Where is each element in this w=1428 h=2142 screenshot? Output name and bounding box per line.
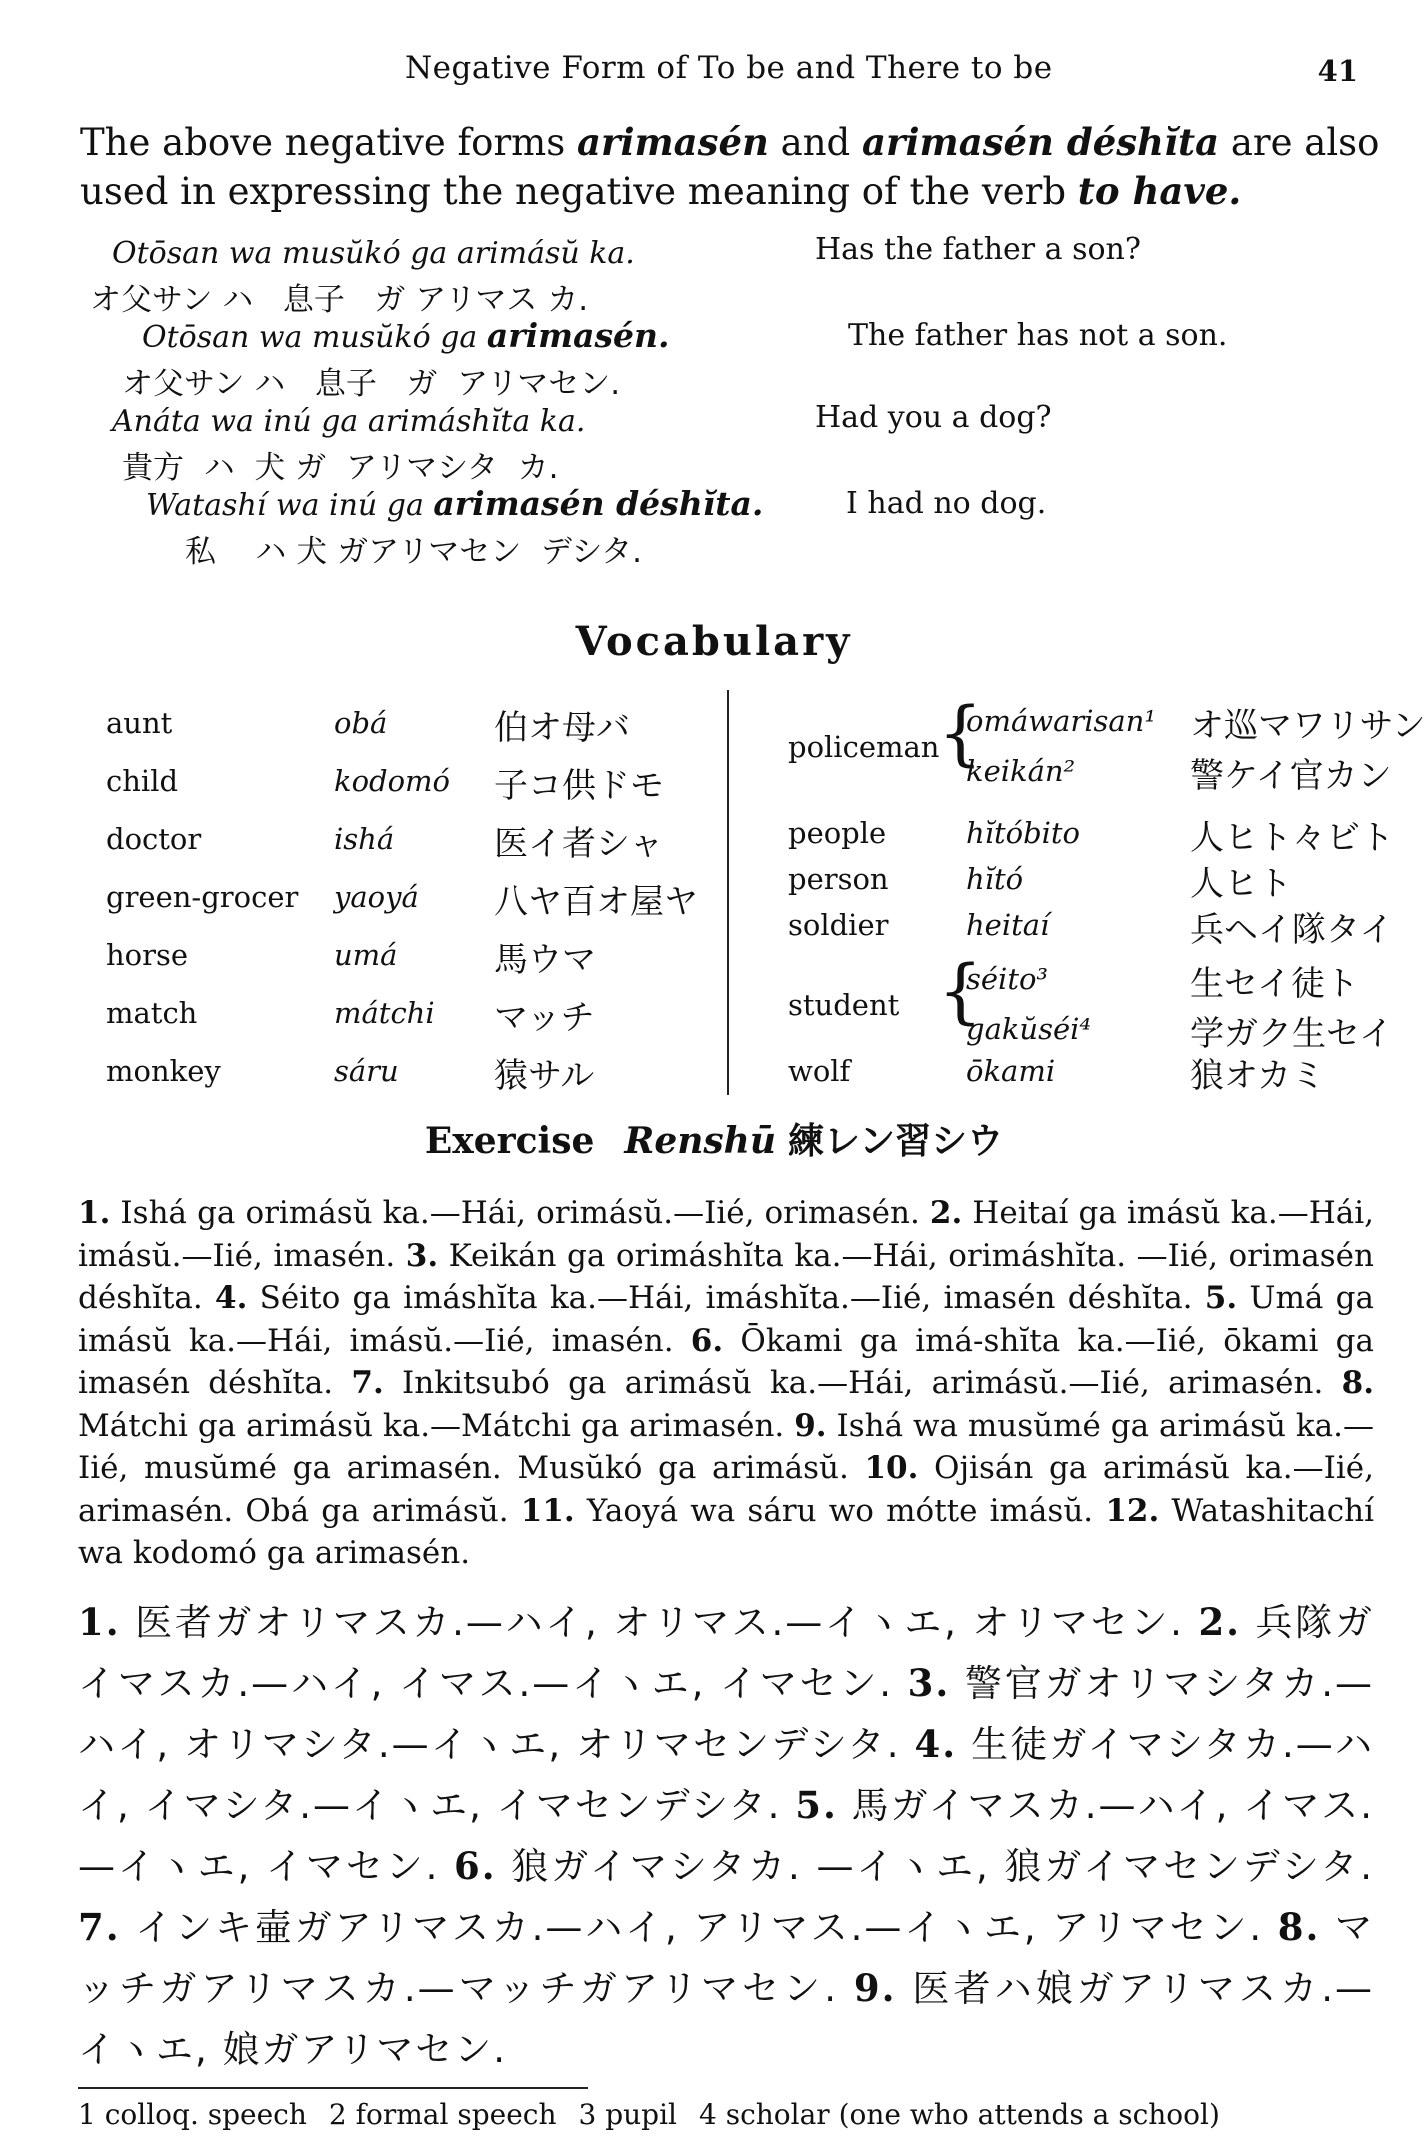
item-number: 5.	[1204, 1280, 1238, 1316]
item-number: 7.	[78, 1905, 121, 1949]
vocab-english: policeman	[788, 730, 940, 764]
vocab-kanji: 生セイ徒ト	[1190, 964, 1359, 1004]
column-divider	[727, 690, 729, 1095]
vocab-row	[106, 822, 706, 874]
romaji-bold: arimasén déshĭta.	[433, 484, 764, 523]
page-number: 41	[1317, 54, 1358, 88]
vocab-english: match	[106, 996, 198, 1030]
example-romaji	[142, 316, 670, 355]
item-number: 6.	[454, 1844, 497, 1888]
exercise-item: Keikán ga orimáshĭta ka.—Hái, orimáshĭta. —Iié, orimasén déshĭta.	[78, 1237, 1374, 1316]
japanese-item: 医者ガオリマスカ.—ハイ, オリマス.—イヽエ, オリマセン.	[120, 1601, 1199, 1644]
example-japanese: 貴方 ハ 犬 ガ アリマシタ カ.	[122, 450, 559, 486]
romaji-text: Anáta wa inú ga arimáshĭta ka.	[112, 404, 586, 439]
vocab-row	[106, 938, 706, 990]
exercise-kanji-title: 練レン習シウ	[788, 1121, 1004, 1162]
vocab-romaji: sáru	[334, 1054, 399, 1088]
vocab-romaji: omáwarisan¹	[966, 704, 1156, 738]
vocab-romaji: heitaí	[966, 908, 1050, 942]
intro-text: The above negative forms	[80, 121, 577, 164]
vocab-row	[788, 950, 1408, 1054]
japanese-item: インキ壷ガアリマスカ.—ハイ, アリマス.—イヽエ, アリマセン.	[120, 1906, 1278, 1949]
footnote-rule	[78, 2087, 588, 2089]
romaji-text: Otōsan wa musŭkó ga arimásŭ ka.	[112, 236, 635, 271]
exercise-item: Inkitsubó ga arimásŭ ka.—Hái, arimásŭ.—Iié, arimasén.	[383, 1365, 1342, 1401]
intro-emphasis: arimasén	[576, 120, 769, 164]
exercise-item: Ojisán ga arimásŭ ka.—Iié, arimasén. Obá ga arimásŭ.	[78, 1450, 1374, 1529]
exercise-item: Yaoyá wa sáru wo mótte imásŭ.	[574, 1492, 1106, 1529]
exercise-item: Ishá wa musŭmé ga arimásŭ ka.—Iié, musŭmé ga arimasén. Musŭkó ga arimásŭ.	[78, 1407, 1374, 1486]
vocab-english: soldier	[788, 908, 889, 942]
vocab-row	[106, 764, 706, 816]
vocab-kanji: 猿サル	[494, 1056, 595, 1096]
romaji-text: Watashí wa inú ga	[146, 488, 434, 523]
example-japanese: オ父サン ハ 息子 ガ アリマセン.	[122, 366, 621, 402]
item-number: 4.	[215, 1280, 248, 1316]
vocab-kanji: 兵ヘイ隊タイ	[1190, 910, 1394, 950]
exercise-title	[0, 1113, 1428, 1164]
item-number: 2.	[1198, 1600, 1242, 1644]
item-number: 10.	[864, 1450, 919, 1486]
vocab-romaji: gakŭséi⁴	[966, 1012, 1092, 1046]
vocab-english: monkey	[106, 1054, 221, 1088]
footnote: 2 formal speech	[328, 2098, 557, 2131]
vocab-english: person	[788, 862, 889, 896]
vocab-row	[788, 816, 1408, 868]
example-item	[0, 232, 1428, 316]
vocab-kanji: 学ガク生セイ	[1190, 1014, 1393, 1054]
exercise-heading: Exercise	[424, 1120, 595, 1162]
exercise-japanese-text	[78, 1592, 1374, 2080]
vocab-romaji: umá	[334, 938, 398, 972]
example-english: I had no dog.	[846, 486, 1047, 521]
item-number: 5.	[795, 1783, 838, 1827]
vocab-kanji: 人ヒト	[1190, 864, 1292, 904]
example-english: The father has not a son.	[848, 318, 1228, 353]
item-number: 3.	[405, 1237, 439, 1274]
example-english: Had you a dog?	[815, 400, 1052, 435]
vocab-row	[106, 996, 706, 1048]
vocab-english: green-grocer	[106, 880, 299, 914]
intro-emphasis: arimasén déshĭta	[862, 120, 1220, 164]
japanese-item: 生徒ガイマシタカ.—ハイ, イマシタ.—イヽエ, イマセンデシタ.	[78, 1723, 1374, 1827]
exercise-romaji-title: Renshū	[624, 1120, 777, 1162]
vocab-kanji: 警ケイ官カン	[1190, 756, 1392, 796]
vocab-english: wolf	[788, 1054, 851, 1088]
vocab-romaji: séito³	[966, 962, 1049, 996]
exercise-item: Ishá ga orimásŭ ka.—Hái, orimásŭ.—Iié, orimasén.	[110, 1195, 930, 1231]
example-japanese: 私 ハ 犬 ガアリマセン デシタ.	[185, 534, 642, 570]
vocab-kanji: マッチ	[494, 998, 595, 1038]
item-number: 1.	[78, 1600, 121, 1644]
example-japanese: オ父サン ハ 息子 ガ アリマス カ.	[90, 282, 589, 318]
vocab-english: aunt	[106, 706, 173, 740]
footnote: 3 pupil	[578, 2098, 677, 2131]
japanese-item: 警官ガオリマシタカ.—ハイ, オリマシタ.—イヽエ, オリマセンデシタ.	[78, 1662, 1374, 1766]
item-number: 12.	[1105, 1492, 1160, 1529]
intro-text: are also used in expressing the negative meaning of the verb	[80, 121, 1380, 213]
item-number: 4.	[914, 1722, 958, 1766]
brace: {	[938, 950, 983, 1032]
vocabulary-title: Vocabulary	[575, 618, 853, 665]
vocab-romaji: keikán²	[966, 754, 1076, 788]
exercise-item: Heitaí ga imásŭ ka.—Hái, imásŭ.—Iié, imasén.	[78, 1195, 1374, 1274]
vocab-kanji: オ巡マワリサン	[1190, 706, 1426, 746]
vocab-kanji: 伯オ母バ	[494, 708, 630, 748]
vocab-kanji: 子コ供ドモ	[494, 766, 664, 806]
vocab-kanji: 医イ者シャ	[494, 824, 664, 864]
vocab-kanji: 八ヤ百オ屋ヤ	[494, 882, 698, 922]
item-number: 6.	[690, 1322, 724, 1359]
item-number: 2.	[929, 1195, 963, 1231]
vocab-english: student	[788, 988, 900, 1022]
vocab-english: people	[788, 816, 887, 850]
romaji-bold: arimasén.	[486, 316, 670, 355]
vocab-romaji: hĭtóbito	[966, 816, 1081, 850]
footnotes	[78, 2098, 1378, 2131]
japanese-item: 医者ハ娘ガアリマスカ.—イヽエ, 娘ガアリマセン.	[78, 1967, 1374, 2071]
exercise-item: Mátchi ga arimásŭ ka.—Mátchi ga arimasén.	[78, 1407, 795, 1444]
vocab-romaji: ōkami	[966, 1054, 1056, 1088]
item-number: 9.	[794, 1407, 827, 1444]
vocab-romaji: kodomó	[334, 764, 451, 798]
vocabulary-table	[0, 690, 1428, 1100]
japanese-item: 兵隊ガイマスカ.—ハイ, イマス.—イヽエ, イマセン.	[78, 1601, 1374, 1705]
intro-paragraph	[80, 118, 1380, 216]
vocab-romaji: obá	[334, 706, 388, 740]
japanese-item: 狼ガイマシタカ. —イヽエ, 狼ガイマセンデシタ.	[496, 1845, 1374, 1888]
vocab-romaji: hĭtó	[966, 862, 1024, 896]
vocab-row	[106, 880, 706, 932]
example-romaji	[112, 232, 635, 271]
example-item	[0, 400, 1428, 484]
japanese-item: 馬ガイマスカ.—ハイ, イマス.—イヽエ, イマセン.	[78, 1784, 1374, 1888]
vocab-romaji: yaoyá	[334, 880, 419, 914]
vocab-kanji: 馬ウマ	[494, 940, 596, 980]
example-english: Has the father a son?	[815, 232, 1141, 267]
vocab-english: horse	[106, 938, 189, 972]
vocab-english: child	[106, 764, 179, 798]
romaji-text: Otōsan wa musŭkó ga	[142, 320, 487, 355]
brace: {	[938, 692, 983, 774]
exercise-item: Watashitachí wa kodomó ga arimasén.	[78, 1492, 1374, 1571]
example-romaji	[112, 400, 585, 439]
intro-text: and	[768, 121, 863, 164]
intro-emphasis: to have.	[1077, 169, 1242, 213]
exercise-item: Séito ga imáshĭta ka.—Hái, imáshĭta.—Iié, imasén déshĭta.	[247, 1280, 1205, 1316]
exercise-item: Umá ga imásŭ ka.—Hái, imásŭ.—Iié, imasén.	[78, 1280, 1374, 1359]
item-number: 3.	[907, 1661, 951, 1705]
vocab-row	[788, 1054, 1408, 1106]
footnote: 1 colloq. speech	[78, 2098, 307, 2131]
item-number: 1.	[78, 1195, 111, 1231]
example-item	[0, 316, 1428, 400]
vocab-romaji: ishá	[334, 822, 395, 856]
example-item	[0, 484, 1428, 568]
item-number: 8.	[1341, 1365, 1374, 1401]
item-number: 9.	[853, 1966, 897, 2010]
item-number: 11.	[520, 1492, 575, 1529]
example-romaji	[146, 484, 763, 523]
vocab-kanji: 狼オカミ	[1190, 1056, 1325, 1096]
vocab-romaji: mátchi	[334, 996, 435, 1030]
vocab-english: doctor	[106, 822, 202, 856]
exercise-item: Ōkami ga imá-shĭta ka.—Iié, ōkami ga imasén déshĭta.	[78, 1322, 1374, 1401]
exercise-romaji-text	[78, 1192, 1374, 1575]
item-number: 8.	[1277, 1905, 1321, 1949]
vocab-kanji: 人ヒト々ビト	[1190, 818, 1394, 858]
vocab-row	[106, 706, 706, 758]
page-header	[0, 44, 1428, 94]
japanese-item: マッチガアリマスカ.—マッチガアリマセン.	[78, 1906, 1374, 2010]
vocab-row	[788, 908, 1408, 960]
vocab-row	[106, 1054, 706, 1106]
running-head: Negative Form of To be and There to be	[405, 50, 1053, 86]
item-number: 7.	[351, 1365, 384, 1401]
vocab-row	[788, 692, 1426, 796]
footnote: 4 scholar (one who attends a school)	[699, 2098, 1220, 2131]
